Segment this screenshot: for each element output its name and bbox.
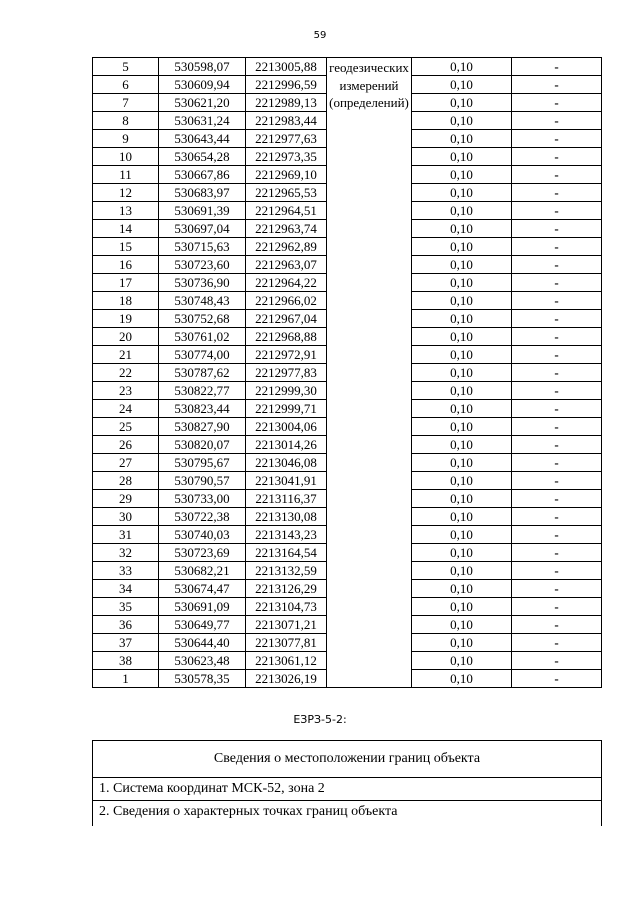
- y-coordinate-cell: 2213126,29: [246, 580, 327, 598]
- y-coordinate-cell: 2212977,63: [246, 130, 327, 148]
- x-coordinate-cell: 530740,03: [159, 526, 246, 544]
- point-number-cell: 14: [93, 220, 159, 238]
- point-number-cell: 12: [93, 184, 159, 202]
- method-cell: [327, 58, 412, 688]
- note-cell: -: [512, 328, 602, 346]
- point-number-cell: 19: [93, 310, 159, 328]
- point-number-cell: 9: [93, 130, 159, 148]
- accuracy-cell: 0,10: [412, 616, 512, 634]
- x-coordinate-cell: 530820,07: [159, 436, 246, 454]
- y-coordinate-cell: 2213164,54: [246, 544, 327, 562]
- point-number-cell: 8: [93, 112, 159, 130]
- point-number-cell: 10: [93, 148, 159, 166]
- y-coordinate-cell: 2213132,59: [246, 562, 327, 580]
- note-cell: -: [512, 292, 602, 310]
- x-coordinate-cell: 530790,57: [159, 472, 246, 490]
- note-cell: -: [512, 472, 602, 490]
- y-coordinate-cell: 2212969,10: [246, 166, 327, 184]
- y-coordinate-cell: 2213077,81: [246, 634, 327, 652]
- y-coordinate-cell: 2213046,08: [246, 454, 327, 472]
- x-coordinate-cell: 530787,62: [159, 364, 246, 382]
- x-coordinate-cell: 530644,40: [159, 634, 246, 652]
- accuracy-cell: 0,10: [412, 166, 512, 184]
- note-cell: -: [512, 634, 602, 652]
- accuracy-cell: 0,10: [412, 256, 512, 274]
- point-number-cell: 30: [93, 508, 159, 526]
- accuracy-cell: 0,10: [412, 58, 512, 76]
- x-coordinate-cell: 530752,68: [159, 310, 246, 328]
- note-cell: -: [512, 220, 602, 238]
- y-coordinate-cell: 2212999,30: [246, 382, 327, 400]
- point-number-cell: 29: [93, 490, 159, 508]
- x-coordinate-cell: 530748,43: [159, 292, 246, 310]
- accuracy-cell: 0,10: [412, 400, 512, 418]
- note-cell: -: [512, 256, 602, 274]
- y-coordinate-cell: 2213005,88: [246, 58, 327, 76]
- x-coordinate-cell: 530674,47: [159, 580, 246, 598]
- y-coordinate-cell: 2213116,37: [246, 490, 327, 508]
- note-cell: -: [512, 310, 602, 328]
- accuracy-cell: 0,10: [412, 526, 512, 544]
- point-number-cell: 7: [93, 94, 159, 112]
- x-coordinate-cell: 530691,09: [159, 598, 246, 616]
- note-cell: -: [512, 490, 602, 508]
- accuracy-cell: 0,10: [412, 94, 512, 112]
- point-number-cell: 11: [93, 166, 159, 184]
- note-cell: -: [512, 544, 602, 562]
- y-coordinate-cell: 2212963,07: [246, 256, 327, 274]
- accuracy-cell: 0,10: [412, 454, 512, 472]
- note-cell: -: [512, 436, 602, 454]
- point-number-cell: 15: [93, 238, 159, 256]
- point-number-cell: 18: [93, 292, 159, 310]
- x-coordinate-cell: 530578,35: [159, 670, 246, 688]
- point-number-cell: 36: [93, 616, 159, 634]
- point-number-cell: 24: [93, 400, 159, 418]
- note-cell: -: [512, 454, 602, 472]
- point-number-cell: 26: [93, 436, 159, 454]
- x-coordinate-cell: 530715,63: [159, 238, 246, 256]
- y-coordinate-cell: 2212967,04: [246, 310, 327, 328]
- point-number-cell: 28: [93, 472, 159, 490]
- page-number: 59: [313, 30, 327, 41]
- point-number-cell: 13: [93, 202, 159, 220]
- accuracy-cell: 0,10: [412, 580, 512, 598]
- point-number-cell: 1: [93, 670, 159, 688]
- y-coordinate-cell: 2212968,88: [246, 328, 327, 346]
- point-number-cell: 38: [93, 652, 159, 670]
- accuracy-cell: 0,10: [412, 634, 512, 652]
- point-number-cell: 33: [93, 562, 159, 580]
- y-coordinate-cell: 2212962,89: [246, 238, 327, 256]
- accuracy-cell: 0,10: [412, 220, 512, 238]
- x-coordinate-cell: 530823,44: [159, 400, 246, 418]
- section-subtitle: ЕЗРЗ-5-2:: [293, 713, 347, 726]
- note-cell: -: [512, 148, 602, 166]
- y-coordinate-cell: 2212983,44: [246, 112, 327, 130]
- point-number-cell: 31: [93, 526, 159, 544]
- note-cell: -: [512, 580, 602, 598]
- accuracy-cell: 0,10: [412, 670, 512, 688]
- accuracy-cell: 0,10: [412, 472, 512, 490]
- note-cell: -: [512, 382, 602, 400]
- method-text-line: (определений): [329, 95, 409, 110]
- accuracy-cell: 0,10: [412, 346, 512, 364]
- x-coordinate-cell: 530697,04: [159, 220, 246, 238]
- y-coordinate-cell: 2212977,83: [246, 364, 327, 382]
- accuracy-cell: 0,10: [412, 130, 512, 148]
- note-cell: -: [512, 400, 602, 418]
- y-coordinate-cell: 2212964,51: [246, 202, 327, 220]
- note-cell: -: [512, 184, 602, 202]
- accuracy-cell: 0,10: [412, 328, 512, 346]
- coordinate-system-line: 1. Система координат МСК-52, зона 2: [93, 778, 602, 801]
- y-coordinate-cell: 2213104,73: [246, 598, 327, 616]
- info-header-row: [93, 741, 602, 778]
- point-number-cell: 34: [93, 580, 159, 598]
- note-cell: -: [512, 274, 602, 292]
- point-number-cell: 5: [93, 58, 159, 76]
- accuracy-cell: 0,10: [412, 508, 512, 526]
- accuracy-cell: 0,10: [412, 76, 512, 94]
- x-coordinate-cell: 530761,02: [159, 328, 246, 346]
- note-cell: -: [512, 652, 602, 670]
- x-coordinate-cell: 530623,48: [159, 652, 246, 670]
- accuracy-cell: 0,10: [412, 562, 512, 580]
- x-coordinate-cell: 530827,90: [159, 418, 246, 436]
- y-coordinate-cell: 2212996,59: [246, 76, 327, 94]
- accuracy-cell: 0,10: [412, 310, 512, 328]
- x-coordinate-cell: 530733,00: [159, 490, 246, 508]
- info-row: [93, 801, 602, 827]
- y-coordinate-cell: 2213014,26: [246, 436, 327, 454]
- note-cell: -: [512, 598, 602, 616]
- point-number-cell: 21: [93, 346, 159, 364]
- note-cell: -: [512, 166, 602, 184]
- accuracy-cell: 0,10: [412, 112, 512, 130]
- accuracy-cell: 0,10: [412, 148, 512, 166]
- note-cell: -: [512, 526, 602, 544]
- y-coordinate-cell: 2213026,19: [246, 670, 327, 688]
- accuracy-cell: 0,10: [412, 238, 512, 256]
- info-header: Сведения о местоположении границ объекта: [93, 741, 602, 778]
- point-number-cell: 27: [93, 454, 159, 472]
- x-coordinate-cell: 530667,86: [159, 166, 246, 184]
- x-coordinate-cell: 530631,24: [159, 112, 246, 130]
- point-number-cell: 32: [93, 544, 159, 562]
- x-coordinate-cell: 530621,20: [159, 94, 246, 112]
- accuracy-cell: 0,10: [412, 490, 512, 508]
- method-text-line: измерений: [339, 77, 399, 93]
- accuracy-cell: 0,10: [412, 184, 512, 202]
- note-cell: -: [512, 346, 602, 364]
- x-coordinate-cell: 530654,28: [159, 148, 246, 166]
- note-cell: -: [512, 364, 602, 382]
- y-coordinate-cell: 2212964,22: [246, 274, 327, 292]
- y-coordinate-cell: 2212965,53: [246, 184, 327, 202]
- info-row: [93, 778, 602, 801]
- method-text-line: геодезических: [329, 60, 409, 75]
- x-coordinate-cell: 530598,07: [159, 58, 246, 76]
- x-coordinate-cell: 530643,44: [159, 130, 246, 148]
- x-coordinate-cell: 530722,38: [159, 508, 246, 526]
- y-coordinate-cell: 2212973,35: [246, 148, 327, 166]
- note-cell: -: [512, 130, 602, 148]
- point-number-cell: 17: [93, 274, 159, 292]
- point-number-cell: 16: [93, 256, 159, 274]
- note-cell: -: [512, 562, 602, 580]
- y-coordinate-cell: 2212972,91: [246, 346, 327, 364]
- accuracy-cell: 0,10: [412, 364, 512, 382]
- accuracy-cell: 0,10: [412, 436, 512, 454]
- x-coordinate-cell: 530822,77: [159, 382, 246, 400]
- points-info-line: 2. Сведения о характерных точках границ объекта: [93, 801, 602, 827]
- x-coordinate-cell: 530723,69: [159, 544, 246, 562]
- note-cell: -: [512, 508, 602, 526]
- coordinates-table-body: [93, 58, 602, 688]
- note-cell: -: [512, 670, 602, 688]
- y-coordinate-cell: 2213143,23: [246, 526, 327, 544]
- note-cell: -: [512, 94, 602, 112]
- note-cell: -: [512, 202, 602, 220]
- point-number-cell: 6: [93, 76, 159, 94]
- y-coordinate-cell: 2213004,06: [246, 418, 327, 436]
- accuracy-cell: 0,10: [412, 544, 512, 562]
- x-coordinate-cell: 530774,00: [159, 346, 246, 364]
- point-number-cell: 22: [93, 364, 159, 382]
- x-coordinate-cell: 530691,39: [159, 202, 246, 220]
- boundary-info-table: [92, 740, 602, 826]
- x-coordinate-cell: 530723,60: [159, 256, 246, 274]
- note-cell: -: [512, 58, 602, 76]
- x-coordinate-cell: 530609,94: [159, 76, 246, 94]
- point-number-cell: 35: [93, 598, 159, 616]
- y-coordinate-cell: 2213061,12: [246, 652, 327, 670]
- y-coordinate-cell: 2213041,91: [246, 472, 327, 490]
- note-cell: -: [512, 112, 602, 130]
- x-coordinate-cell: 530682,21: [159, 562, 246, 580]
- y-coordinate-cell: 2212999,71: [246, 400, 327, 418]
- accuracy-cell: 0,10: [412, 418, 512, 436]
- x-coordinate-cell: 530649,77: [159, 616, 246, 634]
- accuracy-cell: 0,10: [412, 598, 512, 616]
- note-cell: -: [512, 616, 602, 634]
- table-row: [93, 58, 602, 76]
- point-number-cell: 20: [93, 328, 159, 346]
- note-cell: -: [512, 238, 602, 256]
- point-number-cell: 25: [93, 418, 159, 436]
- accuracy-cell: 0,10: [412, 202, 512, 220]
- y-coordinate-cell: 2213130,08: [246, 508, 327, 526]
- accuracy-cell: 0,10: [412, 382, 512, 400]
- coordinates-table: [92, 57, 602, 688]
- accuracy-cell: 0,10: [412, 274, 512, 292]
- note-cell: -: [512, 418, 602, 436]
- point-number-cell: 23: [93, 382, 159, 400]
- y-coordinate-cell: 2213071,21: [246, 616, 327, 634]
- accuracy-cell: 0,10: [412, 652, 512, 670]
- point-number-cell: 37: [93, 634, 159, 652]
- accuracy-cell: 0,10: [412, 292, 512, 310]
- x-coordinate-cell: 530795,67: [159, 454, 246, 472]
- x-coordinate-cell: 530683,97: [159, 184, 246, 202]
- x-coordinate-cell: 530736,90: [159, 274, 246, 292]
- y-coordinate-cell: 2212963,74: [246, 220, 327, 238]
- note-cell: -: [512, 76, 602, 94]
- y-coordinate-cell: 2212989,13: [246, 94, 327, 112]
- y-coordinate-cell: 2212966,02: [246, 292, 327, 310]
